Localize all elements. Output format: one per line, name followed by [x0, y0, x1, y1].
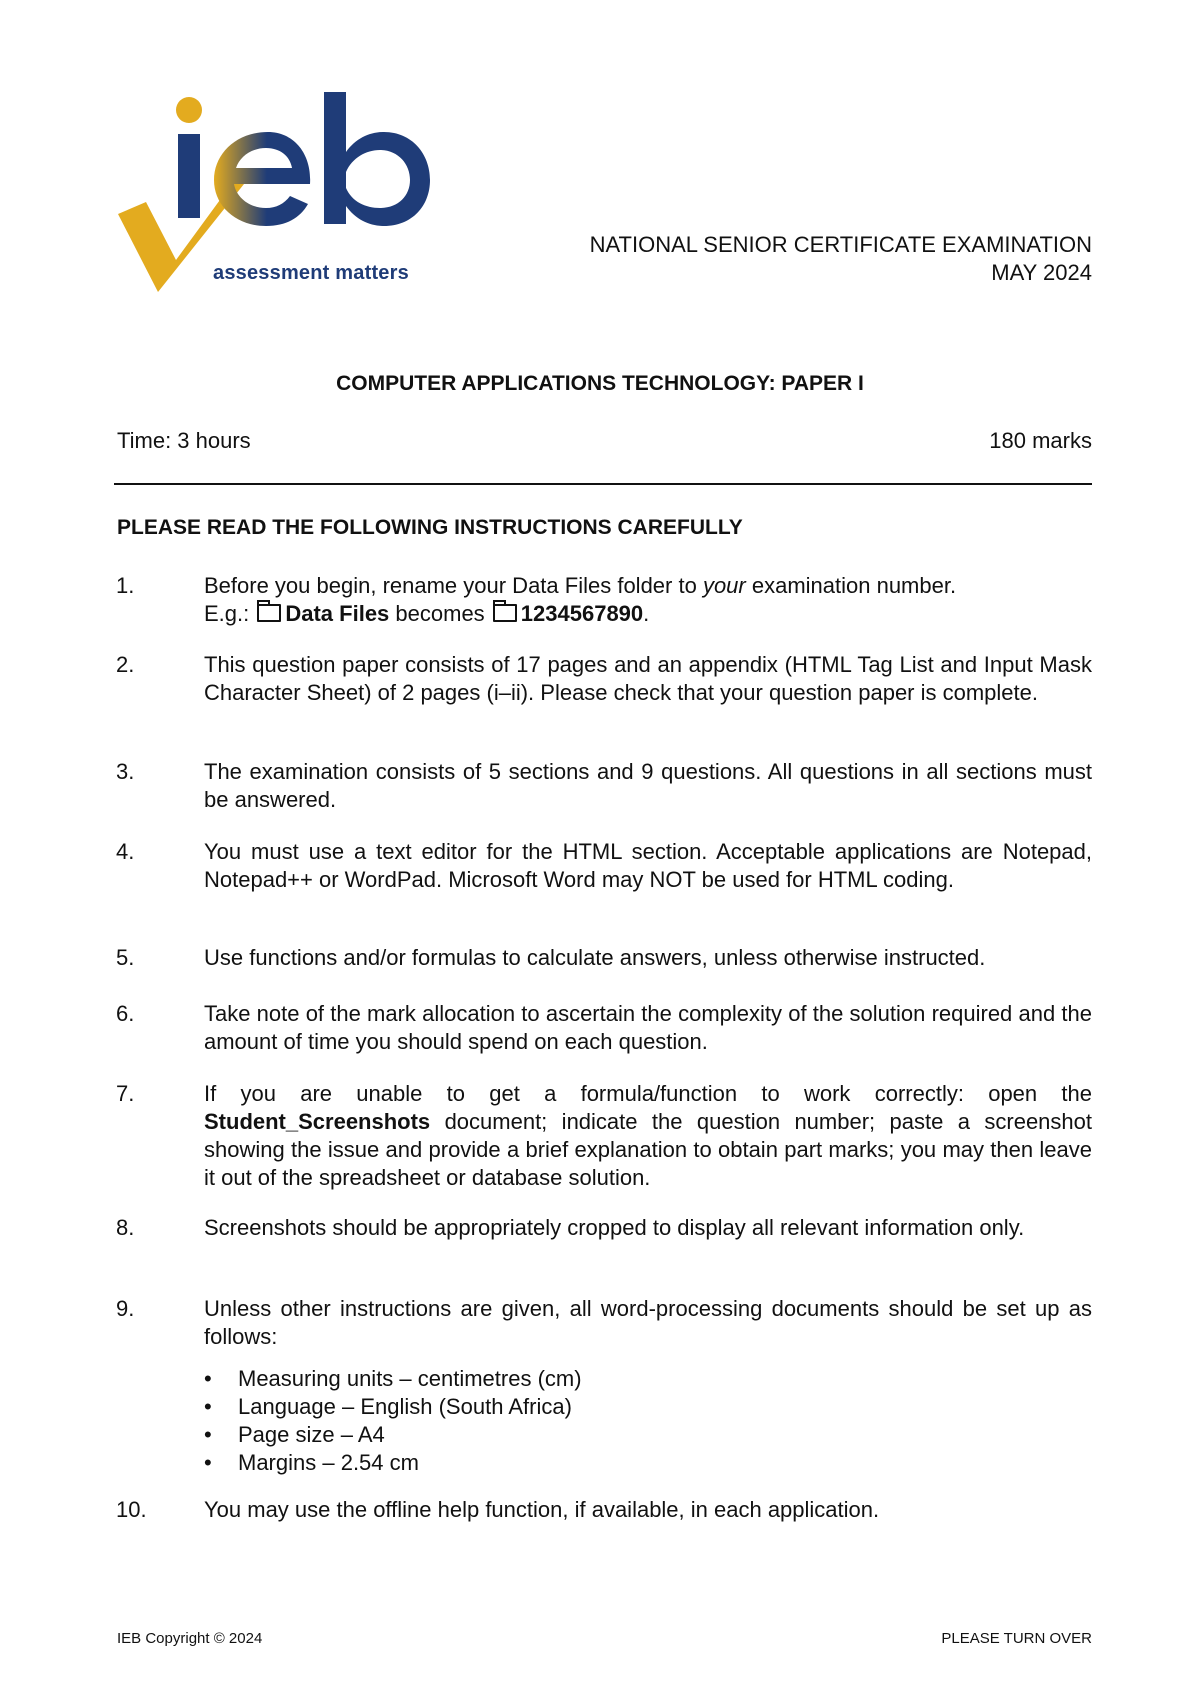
paper-title: COMPUTER APPLICATIONS TECHNOLOGY: PAPER I	[336, 372, 864, 395]
item-number: 9.	[116, 1296, 135, 1321]
instruction-item-3	[116, 758, 1092, 814]
b-letter	[324, 92, 430, 226]
item-number: 4.	[116, 839, 135, 864]
list-item: • Page size – A4	[238, 1421, 1092, 1449]
item-number: 10.	[116, 1497, 147, 1522]
logo-tagline: assessment matters	[213, 262, 409, 284]
instruction-item-2	[116, 651, 1092, 707]
instructions-heading: PLEASE READ THE FOLLOWING INSTRUCTIONS CAREFULLY	[117, 516, 743, 539]
exam-name: NATIONAL SENIOR CERTIFICATE EXAMINATION	[589, 232, 1092, 257]
i-dot	[176, 97, 202, 123]
item-number: 7.	[116, 1081, 135, 1106]
total-marks: 180 marks	[989, 428, 1092, 453]
item-number: 2.	[116, 652, 135, 677]
instruction-item-7	[116, 1080, 1092, 1192]
item-text: Unless other instructions are given, all word-processing documents should be set up as follows: • Measuring units – centimetres (cm) • Language – English (South Africa) • Page size – A4 • Margins – 2.54 cm	[204, 1295, 1092, 1477]
i-stem	[178, 134, 200, 218]
instruction-item-9	[116, 1295, 1092, 1477]
item-text: This question paper consists of 17 pages and an appendix (HTML Tag List and Input Mask Character Sheet) of 2 pages (i–ii). Please check that your question paper is complete.	[204, 652, 1092, 705]
e-letter	[214, 132, 310, 226]
instruction-item-4	[116, 838, 1092, 894]
instruction-item-5	[116, 944, 1092, 972]
item-text: If you are unable to get a formula/function to work correctly: open the Student_Screenshots document; indicate the question number; paste a screenshot showing the issue and provide a brief explanation to obtain part marks; you may then leave it out of the spreadsheet or database solution.	[204, 1081, 1092, 1190]
folder-icon	[257, 604, 281, 622]
settings-list	[204, 1365, 1092, 1477]
document-name: Student_Screenshots	[204, 1109, 431, 1134]
item-number: 5.	[116, 945, 135, 970]
instruction-item-8	[116, 1214, 1092, 1242]
turn-over-note: PLEASE TURN OVER	[941, 1630, 1092, 1647]
item-text: Screenshots should be appropriately cropped to display all relevant information only.	[204, 1215, 1025, 1240]
item-text: You may use the offline help function, if available, in each application.	[204, 1497, 880, 1522]
item-text: Take note of the mark allocation to ascertain the complexity of the solution required and the amount of time you should spend on each question.	[204, 1001, 1092, 1054]
list-item: • Measuring units – centimetres (cm)	[238, 1365, 1092, 1393]
instruction-item-10	[116, 1496, 1092, 1524]
instruction-item-6	[116, 1000, 1092, 1056]
item-number: 8.	[116, 1215, 135, 1240]
item-text: Use functions and/or formulas to calculate answers, unless otherwise instructed.	[204, 945, 986, 970]
item-text: Before you begin, rename your Data Files folder to your examination number. E.g.: Data Files becomes 1234567890.	[204, 573, 957, 626]
item-text: You must use a text editor for the HTML section. Acceptable applications are Notepad, Notepad++ or WordPad. Microsoft Word may NOT be used for HTML coding.	[204, 839, 1092, 892]
item-number: 1.	[116, 573, 135, 598]
list-item: • Margins – 2.54 cm	[238, 1449, 1092, 1477]
list-item: • Language – English (South Africa)	[238, 1393, 1092, 1421]
item-text: The examination consists of 5 sections and 9 questions. All questions in all sections must be answered.	[204, 759, 1092, 812]
copyright: IEB Copyright © 2024	[117, 1630, 263, 1647]
divider	[114, 483, 1092, 485]
exam-date: MAY 2024	[991, 260, 1092, 285]
item-number: 3.	[116, 759, 135, 784]
folder-icon	[493, 604, 517, 622]
instruction-item-1	[116, 572, 1092, 628]
item-number: 6.	[116, 1001, 135, 1026]
time-allowed: Time: 3 hours	[117, 428, 251, 453]
